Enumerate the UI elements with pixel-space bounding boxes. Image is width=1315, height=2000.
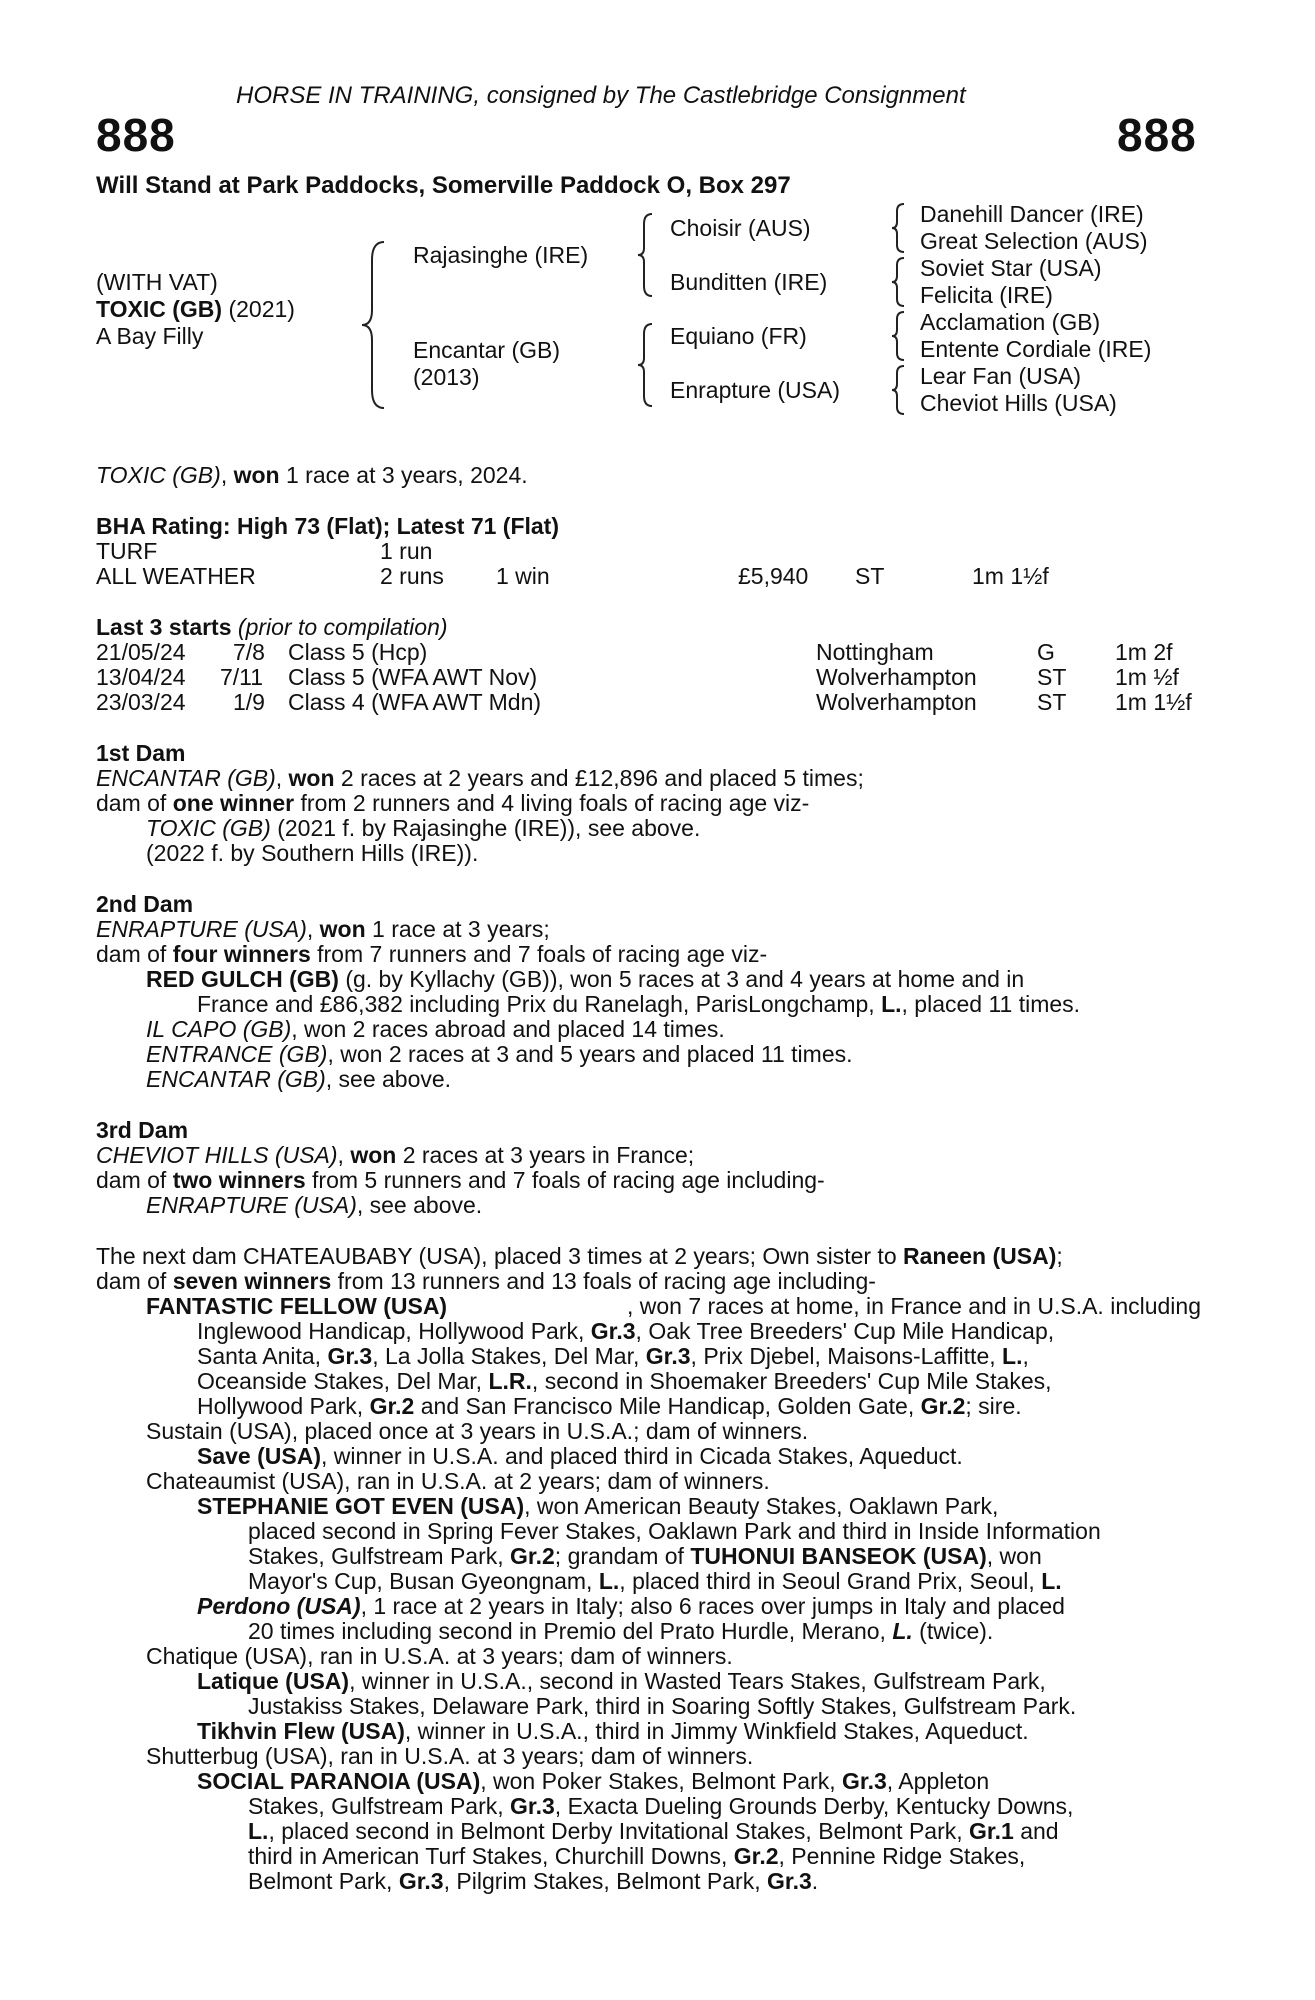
start-distance: 1m 1½f bbox=[1115, 689, 1192, 715]
first-dam-produce-line bbox=[96, 791, 809, 816]
produce-detail: , won American Beauty Stakes, Oaklawn Park, bbox=[524, 1493, 999, 1519]
text: dam of bbox=[96, 1268, 167, 1294]
produce-detail-cont bbox=[248, 1869, 818, 1894]
lot-number-left: 888 bbox=[96, 109, 176, 161]
pedigree-dam-sire: Equiano (FR) bbox=[670, 323, 807, 349]
rating-runs: 1 run bbox=[380, 538, 433, 564]
start-course: Wolverhampton bbox=[816, 689, 977, 715]
start-date: 21/05/24 bbox=[96, 639, 186, 665]
pedigree-dam: Encantar (GB) bbox=[413, 337, 560, 363]
produce-detail: , won 2 races abroad and placed 14 times. bbox=[291, 1016, 725, 1042]
grade: L. bbox=[892, 1618, 913, 1644]
text: and bbox=[1020, 1818, 1059, 1844]
text: , Pennine Ridge Stakes, bbox=[778, 1843, 1026, 1869]
start-race: Class 5 (Hcp) bbox=[288, 639, 428, 665]
third-dam-produce-line bbox=[96, 1168, 825, 1193]
grade: Gr.3 bbox=[767, 1868, 812, 1894]
horse-title bbox=[96, 297, 295, 322]
produce-detail-cont bbox=[248, 1544, 1042, 1569]
grade: L. bbox=[1002, 1343, 1023, 1369]
pedigree-brace-ss bbox=[890, 202, 908, 254]
text: dam of bbox=[96, 790, 167, 816]
pedigree-gen3-3: Soviet Star (USA) bbox=[920, 255, 1102, 281]
produce-detail-cont bbox=[248, 1569, 1062, 1594]
text: from 2 runners and 4 living foals of racing age viz- bbox=[300, 790, 810, 816]
produce-detail: , won 2 races at 3 and 5 years and placed 11 times. bbox=[327, 1041, 853, 1067]
consignor-line: HORSE IN TRAINING, consigned by The Castlebridge Consignment bbox=[236, 82, 966, 109]
dam-record: 1 race at 3 years; bbox=[372, 916, 550, 942]
grade: Gr.1 bbox=[969, 1818, 1014, 1844]
produce-detail: , see above. bbox=[325, 1066, 452, 1092]
text: from 7 runners and 7 foals of racing age viz- bbox=[317, 941, 768, 967]
produce-name: TOXIC (GB) bbox=[146, 815, 271, 841]
produce-detail-cont bbox=[248, 1794, 1073, 1819]
start-position: 1/9 bbox=[233, 689, 265, 715]
text: dam of bbox=[96, 1167, 167, 1193]
pedigree-gen3-7: Lear Fan (USA) bbox=[920, 363, 1082, 389]
produce-entry bbox=[146, 1193, 482, 1218]
first-dam-line: ENCANTAR (GB), won 2 races at 2 years and £12,896 and placed 5 times; bbox=[96, 765, 864, 791]
produce-detail-cont: Justakiss Stakes, Delaware Park, third in Soaring Softly Stakes, Gulfstream Park. bbox=[248, 1693, 1077, 1719]
grade: L. bbox=[248, 1818, 269, 1844]
text: 20 times including second in Premio del Prato Hurdle, Merano, bbox=[248, 1618, 886, 1644]
dam-record: 2 races at 3 years in France; bbox=[402, 1142, 695, 1168]
starts-title bbox=[96, 615, 448, 640]
produce-entry bbox=[197, 1594, 1065, 1619]
text: ; grandam of bbox=[554, 1543, 684, 1569]
stand-location: Will Stand at Park Paddocks, Somerville Paddock O, Box 297 bbox=[96, 172, 791, 199]
text: , bbox=[1022, 1343, 1029, 1369]
text: Belmont Park, bbox=[248, 1868, 393, 1894]
produce-entry bbox=[197, 1769, 989, 1794]
produce-detail: , winner in U.S.A. and placed third in Cicada Stakes, Aqueduct. bbox=[320, 1443, 963, 1469]
produce-detail-cont bbox=[197, 1394, 1022, 1419]
produce-detail: , winner in U.S.A., third in Jimmy Winkfield Stakes, Aqueduct. bbox=[404, 1718, 1029, 1744]
dam-won: won bbox=[288, 765, 335, 791]
race-summary: TOXIC (GB), won 1 race at 3 years, 2024. bbox=[96, 462, 528, 488]
text: , Prix Djebel, Maisons-Laffitte, bbox=[690, 1343, 996, 1369]
text: , placed third in Seoul Grand Prix, Seoul, bbox=[619, 1568, 1035, 1594]
text: dam of bbox=[96, 941, 167, 967]
text: , La Jolla Stakes, Del Mar, bbox=[372, 1343, 640, 1369]
pedigree-dam-dam: Enrapture (USA) bbox=[670, 377, 841, 403]
pedigree-brace-sd bbox=[890, 256, 908, 308]
text: third in American Turf Stakes, Churchill Downs, bbox=[248, 1843, 728, 1869]
start-going: ST bbox=[1037, 689, 1067, 715]
produce-name: Save (USA) bbox=[197, 1443, 321, 1469]
text: Stakes, Gulfstream Park, bbox=[248, 1543, 504, 1569]
text: Mayor's Cup, Busan Gyeongnam, bbox=[248, 1568, 593, 1594]
pedigree-sire-sire: Choisir (AUS) bbox=[670, 215, 811, 241]
summary-won: won bbox=[233, 462, 280, 488]
grade: Gr.3 bbox=[590, 1318, 636, 1344]
start-going: G bbox=[1037, 639, 1055, 665]
produce-name: RED GULCH (GB) bbox=[146, 966, 339, 992]
produce-name: Latique (USA) bbox=[197, 1668, 350, 1694]
produce-entry bbox=[146, 967, 1024, 992]
produce-detail: , winner in U.S.A., second in Wasted Tears Stakes, Gulfstream Park, bbox=[349, 1668, 1046, 1694]
third-dam-line: CHEVIOT HILLS (USA), won 2 races at 3 years in France; bbox=[96, 1142, 695, 1168]
second-dam-heading: 2nd Dam bbox=[96, 891, 194, 917]
pedigree-brace-dam bbox=[636, 322, 656, 408]
produce-entry bbox=[146, 1294, 1201, 1319]
sister-name: Raneen (USA) bbox=[903, 1243, 1057, 1269]
summary-name: TOXIC (GB) bbox=[96, 462, 221, 488]
text: , Pilgrim Stakes, Belmont Park, bbox=[443, 1868, 761, 1894]
produce-detail-cont bbox=[197, 1369, 1052, 1394]
starts-note: (prior to compilation) bbox=[237, 614, 448, 640]
start-race: Class 5 (WFA AWT Nov) bbox=[288, 664, 538, 690]
text: , Oak Tree Breeders' Cup Mile Handicap, bbox=[635, 1318, 1055, 1344]
produce-entry: Chatique (USA), ran in U.S.A. at 3 years; dam of winners. bbox=[146, 1643, 733, 1669]
dam-name: CHEVIOT HILLS (USA) bbox=[96, 1142, 338, 1168]
produce-entry bbox=[197, 1669, 1046, 1694]
start-position: 7/11 bbox=[220, 664, 264, 690]
grade: Gr.3 bbox=[398, 1868, 444, 1894]
text: , won Poker Stakes, Belmont Park, bbox=[480, 1768, 836, 1794]
start-distance: 1m ½f bbox=[1115, 664, 1179, 690]
text: , placed 11 times. bbox=[901, 991, 1081, 1017]
grade: L.R. bbox=[488, 1368, 532, 1394]
start-distance: 1m 2f bbox=[1115, 639, 1173, 665]
produce-entry bbox=[146, 1067, 451, 1092]
pedigree-dam-year: (2013) bbox=[413, 364, 480, 390]
text: Stakes, Gulfstream Park, bbox=[248, 1793, 504, 1819]
produce-detail: , won 7 races at home, in France and in U.S.A. including bbox=[626, 1293, 1201, 1319]
produce-name: SOCIAL PARANOIA (USA) bbox=[197, 1768, 481, 1794]
start-course: Wolverhampton bbox=[816, 664, 977, 690]
produce-entry: (2022 f. by Southern Hills (IRE)). bbox=[146, 840, 479, 866]
start-race: Class 4 (WFA AWT Mdn) bbox=[288, 689, 542, 715]
grade: L. bbox=[881, 991, 902, 1017]
produce-name: Tikhvin Flew (USA) bbox=[197, 1718, 405, 1744]
text: from 13 runners and 13 foals of racing age including- bbox=[337, 1268, 876, 1294]
text: ; bbox=[1056, 1243, 1063, 1269]
text: Hollywood Park, bbox=[197, 1393, 364, 1419]
text: Inglewood Handicap, Hollywood Park, bbox=[197, 1318, 585, 1344]
grade: Gr.2 bbox=[510, 1543, 555, 1569]
pedigree-brace-ds bbox=[890, 310, 908, 362]
winner-count: two winners bbox=[172, 1167, 306, 1193]
pedigree-brace-dd bbox=[890, 364, 908, 416]
produce-detail-cont bbox=[197, 1319, 1201, 1344]
grade: Gr.2 bbox=[733, 1843, 779, 1869]
produce-entry: Chateaumist (USA), ran in U.S.A. at 2 years; dam of winners. bbox=[146, 1468, 770, 1494]
rating-wins: 1 win bbox=[496, 563, 550, 589]
produce-name: Perdono (USA) bbox=[197, 1593, 361, 1619]
produce-detail: (g. by Kyllachy (GB)), won 5 races at 3 and 4 years at home and in bbox=[345, 966, 1025, 992]
dam-record: 2 races at 2 years and £12,896 and placed 5 times; bbox=[340, 765, 864, 791]
dam-won: won bbox=[319, 916, 366, 942]
produce-detail: (2021 f. by Rajasinghe (IRE)), see above. bbox=[277, 815, 701, 841]
horse-description: A Bay Filly bbox=[96, 323, 204, 349]
text: , placed second in Belmont Derby Invitational Stakes, Belmont Park, bbox=[268, 1818, 963, 1844]
text: and San Francisco Mile Handicap, Golden Gate, bbox=[420, 1393, 915, 1419]
pedigree-sire: Rajasinghe (IRE) bbox=[413, 242, 589, 268]
rating-going: ST bbox=[855, 563, 885, 589]
pedigree-sire-dam: Bunditten (IRE) bbox=[670, 269, 828, 295]
horse-year: (2021) bbox=[228, 296, 295, 322]
pedigree-gen3-5: Acclamation (GB) bbox=[920, 309, 1101, 335]
produce-name: ENRAPTURE (USA) bbox=[146, 1192, 357, 1218]
produce-detail-cont bbox=[248, 1819, 1059, 1844]
grade: Gr.3 bbox=[645, 1343, 691, 1369]
rating-runs: 2 runs bbox=[380, 563, 444, 589]
lot-number-right: 888 bbox=[1117, 109, 1197, 161]
grade: Gr.3 bbox=[510, 1793, 555, 1819]
rating-surface: TURF bbox=[96, 538, 158, 564]
starts-title-text: Last 3 starts bbox=[96, 614, 232, 640]
text: France and £86,382 including Prix du Ranelagh, ParisLongchamp, bbox=[197, 991, 875, 1017]
produce-entry bbox=[146, 1042, 853, 1067]
produce-entry: Shutterbug (USA), ran in U.S.A. at 3 years; dam of winners. bbox=[146, 1743, 754, 1769]
grandchild-name: TUHONUI BANSEOK (USA) bbox=[690, 1543, 987, 1569]
start-going: ST bbox=[1037, 664, 1067, 690]
winner-count: four winners bbox=[172, 941, 311, 967]
produce-name: ENTRANCE (GB) bbox=[146, 1041, 328, 1067]
produce-entry bbox=[197, 1494, 998, 1519]
grade: L. bbox=[598, 1568, 620, 1594]
next-dam-produce-line bbox=[96, 1269, 876, 1294]
next-dam-line bbox=[96, 1244, 1063, 1269]
text: , won bbox=[986, 1543, 1042, 1569]
pedigree-gen3-8: Cheviot Hills (USA) bbox=[920, 390, 1117, 416]
text: , second in Shoemaker Breeders' Cup Mile Stakes, bbox=[531, 1368, 1052, 1394]
text: The next dam CHATEAUBABY (USA), placed 3 times at 2 years; Own sister to bbox=[96, 1243, 897, 1269]
start-date: 13/04/24 bbox=[96, 664, 186, 690]
dam-name: ENRAPTURE (USA) bbox=[96, 916, 307, 942]
text: (twice). bbox=[919, 1618, 994, 1644]
pedigree-gen3-2: Great Selection (AUS) bbox=[920, 228, 1148, 254]
pedigree-gen3-6: Entente Cordiale (IRE) bbox=[920, 336, 1152, 362]
produce-entry bbox=[197, 1719, 1029, 1744]
text: , Appleton bbox=[886, 1768, 990, 1794]
first-dam-heading: 1st Dam bbox=[96, 740, 186, 766]
rating-surface: ALL WEATHER bbox=[96, 563, 256, 589]
pedigree-gen3-1: Danehill Dancer (IRE) bbox=[920, 201, 1144, 227]
rating-title: BHA Rating: High 73 (Flat); Latest 71 (Flat) bbox=[96, 513, 559, 539]
start-course: Nottingham bbox=[816, 639, 934, 665]
grade: Gr.2 bbox=[369, 1393, 415, 1419]
text: Santa Anita, bbox=[197, 1343, 322, 1369]
grade: Gr.2 bbox=[920, 1393, 966, 1419]
winner-count: seven winners bbox=[172, 1268, 332, 1294]
dam-name: ENCANTAR (GB) bbox=[96, 765, 276, 791]
pedigree-brace-main bbox=[360, 240, 390, 410]
grade: L. bbox=[1041, 1568, 1062, 1594]
text: ; sire. bbox=[965, 1393, 1022, 1419]
horse-name: TOXIC (GB) bbox=[96, 296, 223, 322]
third-dam-heading: 3rd Dam bbox=[96, 1117, 189, 1143]
produce-entry bbox=[146, 816, 700, 841]
produce-name: ENCANTAR (GB) bbox=[146, 1066, 326, 1092]
produce-detail: , see above. bbox=[356, 1192, 483, 1218]
produce-detail-cont bbox=[197, 992, 1080, 1017]
produce-entry bbox=[146, 1017, 725, 1042]
rating-distance: 1m 1½f bbox=[972, 563, 1049, 589]
produce-detail-cont: placed second in Spring Fever Stakes, Oaklawn Park and third in Inside Information bbox=[248, 1518, 1101, 1544]
produce-detail-cont bbox=[248, 1619, 993, 1644]
grade: Gr.3 bbox=[327, 1343, 373, 1369]
produce-detail-cont bbox=[248, 1844, 1025, 1869]
produce-detail-cont bbox=[197, 1344, 1029, 1369]
winner-count: one winner bbox=[172, 790, 295, 816]
produce-name: STEPHANIE GOT EVEN (USA) bbox=[197, 1493, 525, 1519]
summary-rest: 1 race at 3 years, 2024. bbox=[285, 462, 528, 488]
text: , Exacta Dueling Grounds Derby, Kentucky Downs, bbox=[554, 1793, 1074, 1819]
dam-won: won bbox=[350, 1142, 397, 1168]
pedigree-gen3-4: Felicita (IRE) bbox=[920, 282, 1053, 308]
produce-entry bbox=[197, 1444, 963, 1469]
text: from 5 runners and 7 foals of racing age including- bbox=[312, 1167, 825, 1193]
produce-name: IL CAPO (GB) bbox=[146, 1016, 292, 1042]
grade: Gr.3 bbox=[842, 1768, 887, 1794]
start-position: 7/8 bbox=[233, 639, 265, 665]
text: Oceanside Stakes, Del Mar, bbox=[197, 1368, 483, 1394]
text: . bbox=[811, 1868, 819, 1894]
start-date: 23/03/24 bbox=[96, 689, 186, 715]
produce-name: FANTASTIC FELLOW (USA) bbox=[146, 1293, 448, 1319]
rating-prize: £5,940 bbox=[738, 563, 809, 589]
second-dam-line: ENRAPTURE (USA), won 1 race at 3 years; bbox=[96, 916, 550, 942]
vat-note: (WITH VAT) bbox=[96, 269, 218, 295]
pedigree-brace-sire bbox=[636, 212, 656, 298]
second-dam-produce-line bbox=[96, 942, 767, 967]
produce-entry: Sustain (USA), placed once at 3 years in U.S.A.; dam of winners. bbox=[146, 1418, 809, 1444]
produce-detail: , 1 race at 2 years in Italy; also 6 races over jumps in Italy and placed bbox=[360, 1593, 1065, 1619]
